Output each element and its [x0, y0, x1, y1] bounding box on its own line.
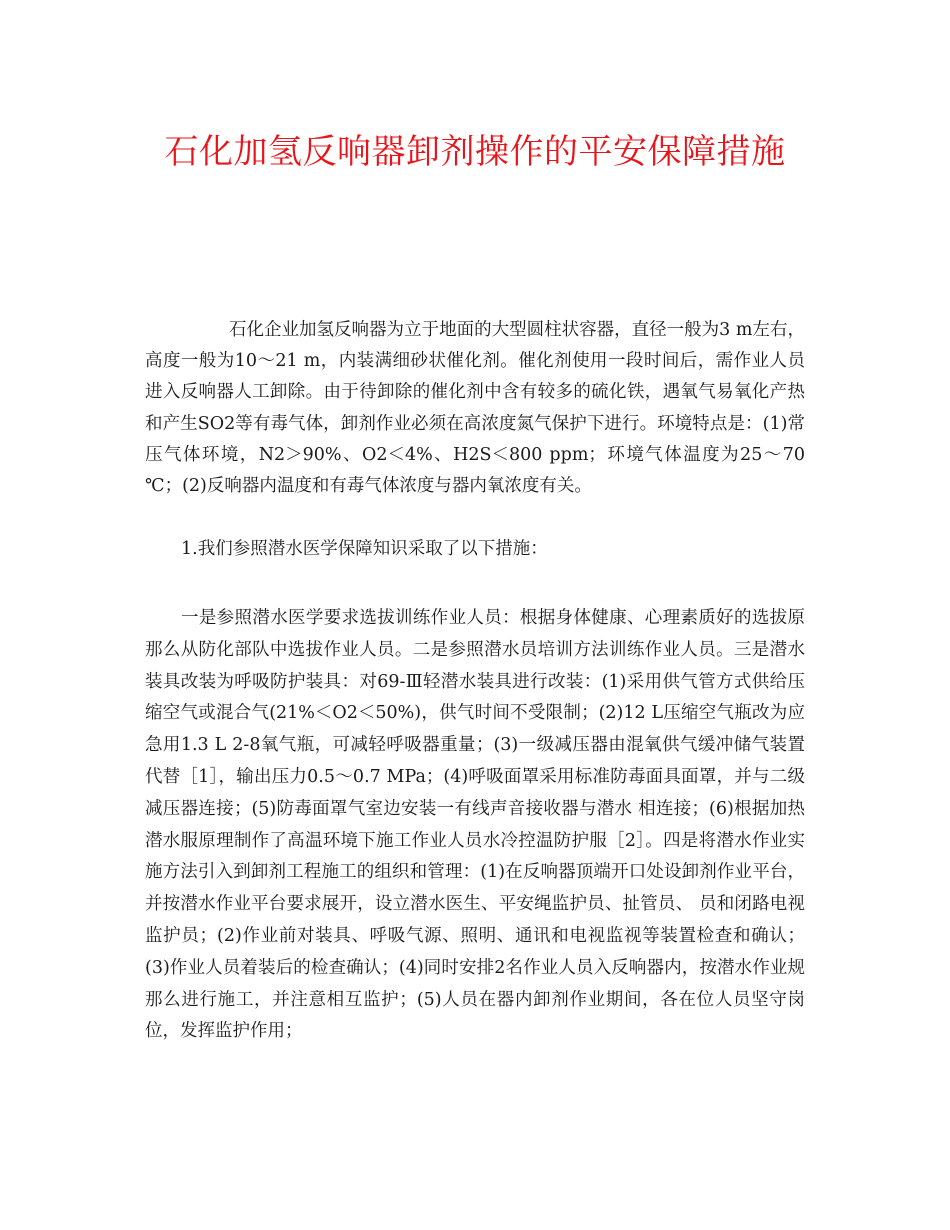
paragraph-measures-heading: 1.我们参照潜水医学保障知识采取了以下措施： — [181, 539, 548, 559]
paragraph-measures-detail: 一是参照潜水医学要求选拔训练作业人员：根据身体健康、心理素质好的选拔原那么从防化部队中选拔作业人员。二是参照潜水员培训方法训练作业人员。三是潜水装具改装为呼吸防护装具：对69-Ⅲ轻潜水装具进行改装：(1)采用供气管方式供给压缩空气或混合气(21%＜O2＜50%)，供气时间不受限制；(2)12 L压缩空气瓶改为应急用1.3 L 2-8氧气瓶，可减轻呼吸器重量；(3)一级减压器由混氧供气缓冲储气装置代替［1］，输出压力0.5～0.7 MPa；(4)呼吸面罩采用标准防毒面具面罩，并与二级减压器连接；(5)防毒面罩气室边安装一有线声音接收器与潜水 相连接；(6)根据加热潜水服原理制作了高温环境下施工作业人员水冷控温防护服［2］。四是将潜水作业实施方法引入到卸剂工程施工的组织和管理：(1)在反响器顶端开口处设卸剂作业平台，并按潜水作业平台要求展开，设立潜水医生、平安绳监护员、扯管员、 员和闭路电视监护员；(2)作业前对装具、呼吸气源、照明、通讯和电视监视等装置检查和确认；(3)作业人员着装后的检查确认；(4)同时安排2名作业人员入反响器内，按潜水作业规那么进行施工，并注意相互监护；(5)人员在器内卸剂作业期间，各在位人员坚守岗位，发挥监护作用； — [145, 608, 805, 1042]
paragraph-intro: 石化企业加氢反响器为立于地面的大型圆柱状容器，直径一般为3 m左右，高度一般为10～21 m，内装满细砂状催化剂。催化剂使用一段时间后，需作业人员进入反响器人工卸除。由于待卸除的催化剂中含有较多的硫化铁，遇氧气易氧化产热和产生SO2等有毒气体，卸剂作业必须在高浓度氮气保护下进行。环境特点是：(1)常压气体环境，N2＞90%、O2＜4%、H2S＜800 ppm；环境气体温度为25～70 ℃；(2)反响器内温度和有毒气体浓度与器内氧浓度有关。 — [145, 320, 805, 497]
document-title: 石化加氢反响器卸剂操作的平安保障措施 — [164, 132, 786, 172]
